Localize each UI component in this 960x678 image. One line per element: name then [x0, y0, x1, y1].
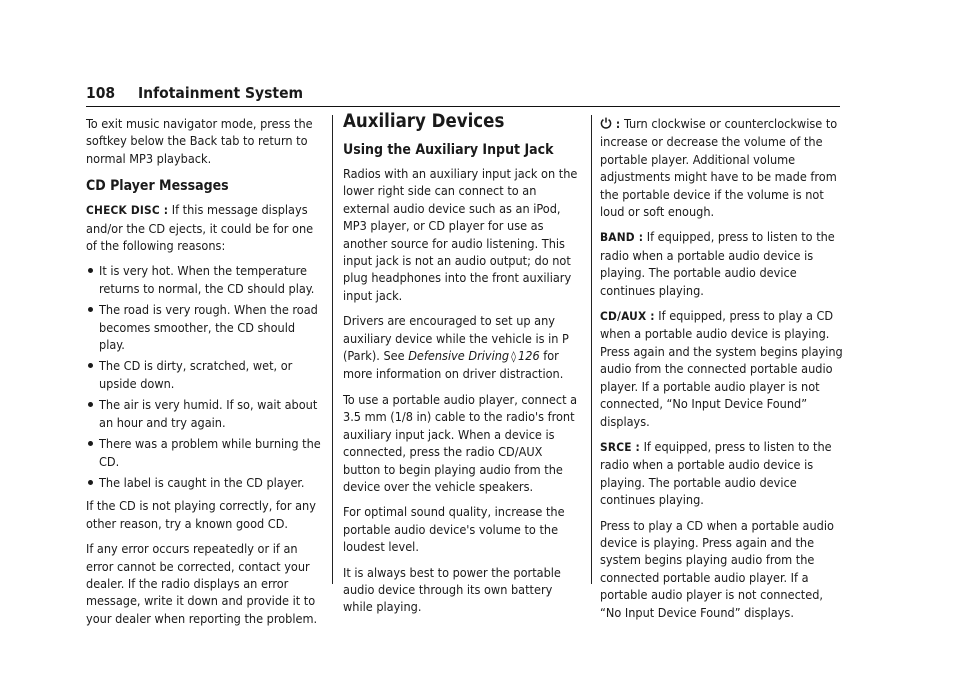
press-to-play-paragraph: Press to play a CD when a portable audio device is playing. Press again and the system begins playing audio from the connected portable audio player. If a portable audio player is not connected, “No Input Device Found” displays. [600, 517, 834, 620]
cdaux-term: CD/AUX : [600, 309, 655, 324]
check-disc-term: CHECK DISC : [86, 203, 169, 218]
column-left [86, 115, 322, 635]
column-divider [591, 115, 592, 584]
cdaux-text: If equipped, press to play a CD when a portable audio device is playing. Press again and the system begins playing audio from the connected portable audio player. If a portable audio player is not connected, “No Input Device Found” displays. [600, 308, 843, 429]
cd-messages-heading: CD Player Messages [86, 178, 229, 195]
srce-term: SRCE : [600, 439, 640, 454]
srce-text: If equipped, press to listen to the radio when a portable audio device is playing. The portable audio device continues playing. [600, 438, 832, 508]
band-term: BAND : [600, 230, 644, 245]
aux-paragraph-2-tail: for more information on driver distraction. [343, 348, 564, 382]
page-reference[interactable]: 126 [518, 348, 540, 364]
page-header [86, 82, 840, 107]
list-item: It is very hot. When the temperature returns to normal, the CD should play. [86, 262, 322, 297]
column-middle [343, 111, 581, 624]
section-title: Infotainment System [138, 84, 304, 102]
power-icon [600, 116, 612, 128]
list-item: There was a problem while burning the CD. [86, 435, 322, 470]
aux-paragraph-1: Radios with an auxiliary input jack on the lower right side can connect to an external audio device such as an iPod, MP3 player, or CD player for use as another source for audio listening. This input jack is not an audio output; do not plug headphones into the front auxiliary input jack. [343, 166, 578, 303]
aux-paragraph-3: To use a portable audio player, connect a 3.5 mm (1/8 in) cable to the radio's front auxiliary input jack. When a device is connected, press the radio CD/AUX button to begin playing audio from the device over the vehicle speakers. [343, 391, 578, 494]
auxiliary-devices-heading: Auxiliary Devices [343, 111, 505, 132]
error-paragraph: If any error occurs repeatedly or if an error cannot be corrected, contact your dealer. If the radio displays an error message, write it down and provide it to your dealer when reporting the problem. [86, 541, 318, 626]
srce-paragraph [600, 438, 846, 509]
band-paragraph [600, 228, 846, 299]
check-disc-text: If this message displays and/or the CD ejects, it could be for one of the following reasons: [86, 202, 314, 254]
defensive-driving-link[interactable]: Defensive Driving [408, 348, 510, 364]
cdaux-paragraph [600, 307, 846, 430]
aux-paragraph-4: For optimal sound quality, increase the portable audio device's volume to the loudest level. [343, 504, 565, 555]
page-reference-icon: ◊ [511, 350, 517, 364]
aux-paragraph-2-text: Drivers are encouraged to set up any auxiliary device while the vehicle is in P (Park). See [343, 313, 569, 364]
power-term: : [612, 117, 621, 131]
power-knob-paragraph [600, 115, 846, 220]
aux-paragraph-5: It is always best to power the portable audio device through its own battery while playing. [343, 564, 561, 615]
power-text: Turn clockwise or counterclockwise to increase or decrease the volume of the portable player. Additional volume adjustments might have to be made from the portable device if the volume is not loud or soft enough. [600, 116, 838, 220]
column-right [600, 115, 846, 629]
not-playing-paragraph: If the CD is not playing correctly, for any other reason, try a known good CD. [86, 498, 316, 531]
aux-paragraph-2 [343, 312, 581, 383]
list-item: The road is very rough. When the road becomes smoother, the CD should play. [86, 301, 322, 353]
band-text: If equipped, press to listen to the radio when a portable audio device is playing. The portable audio device continues playing. [600, 229, 835, 298]
list-item: The label is caught in the CD player. [86, 474, 322, 491]
list-item: The air is very humid. If so, wait about an hour and try again. [86, 396, 322, 431]
aux-jack-subheading: Using the Auxiliary Input Jack [343, 142, 554, 158]
column-divider [332, 115, 333, 584]
intro-paragraph: To exit music navigator mode, press the softkey below the Back tab to return to normal MP3 playback. [86, 116, 313, 166]
reasons-list [86, 262, 322, 491]
page-number: 108 [86, 84, 116, 102]
list-item: The CD is dirty, scratched, wet, or upside down. [86, 357, 322, 392]
check-disc-paragraph [86, 201, 322, 254]
